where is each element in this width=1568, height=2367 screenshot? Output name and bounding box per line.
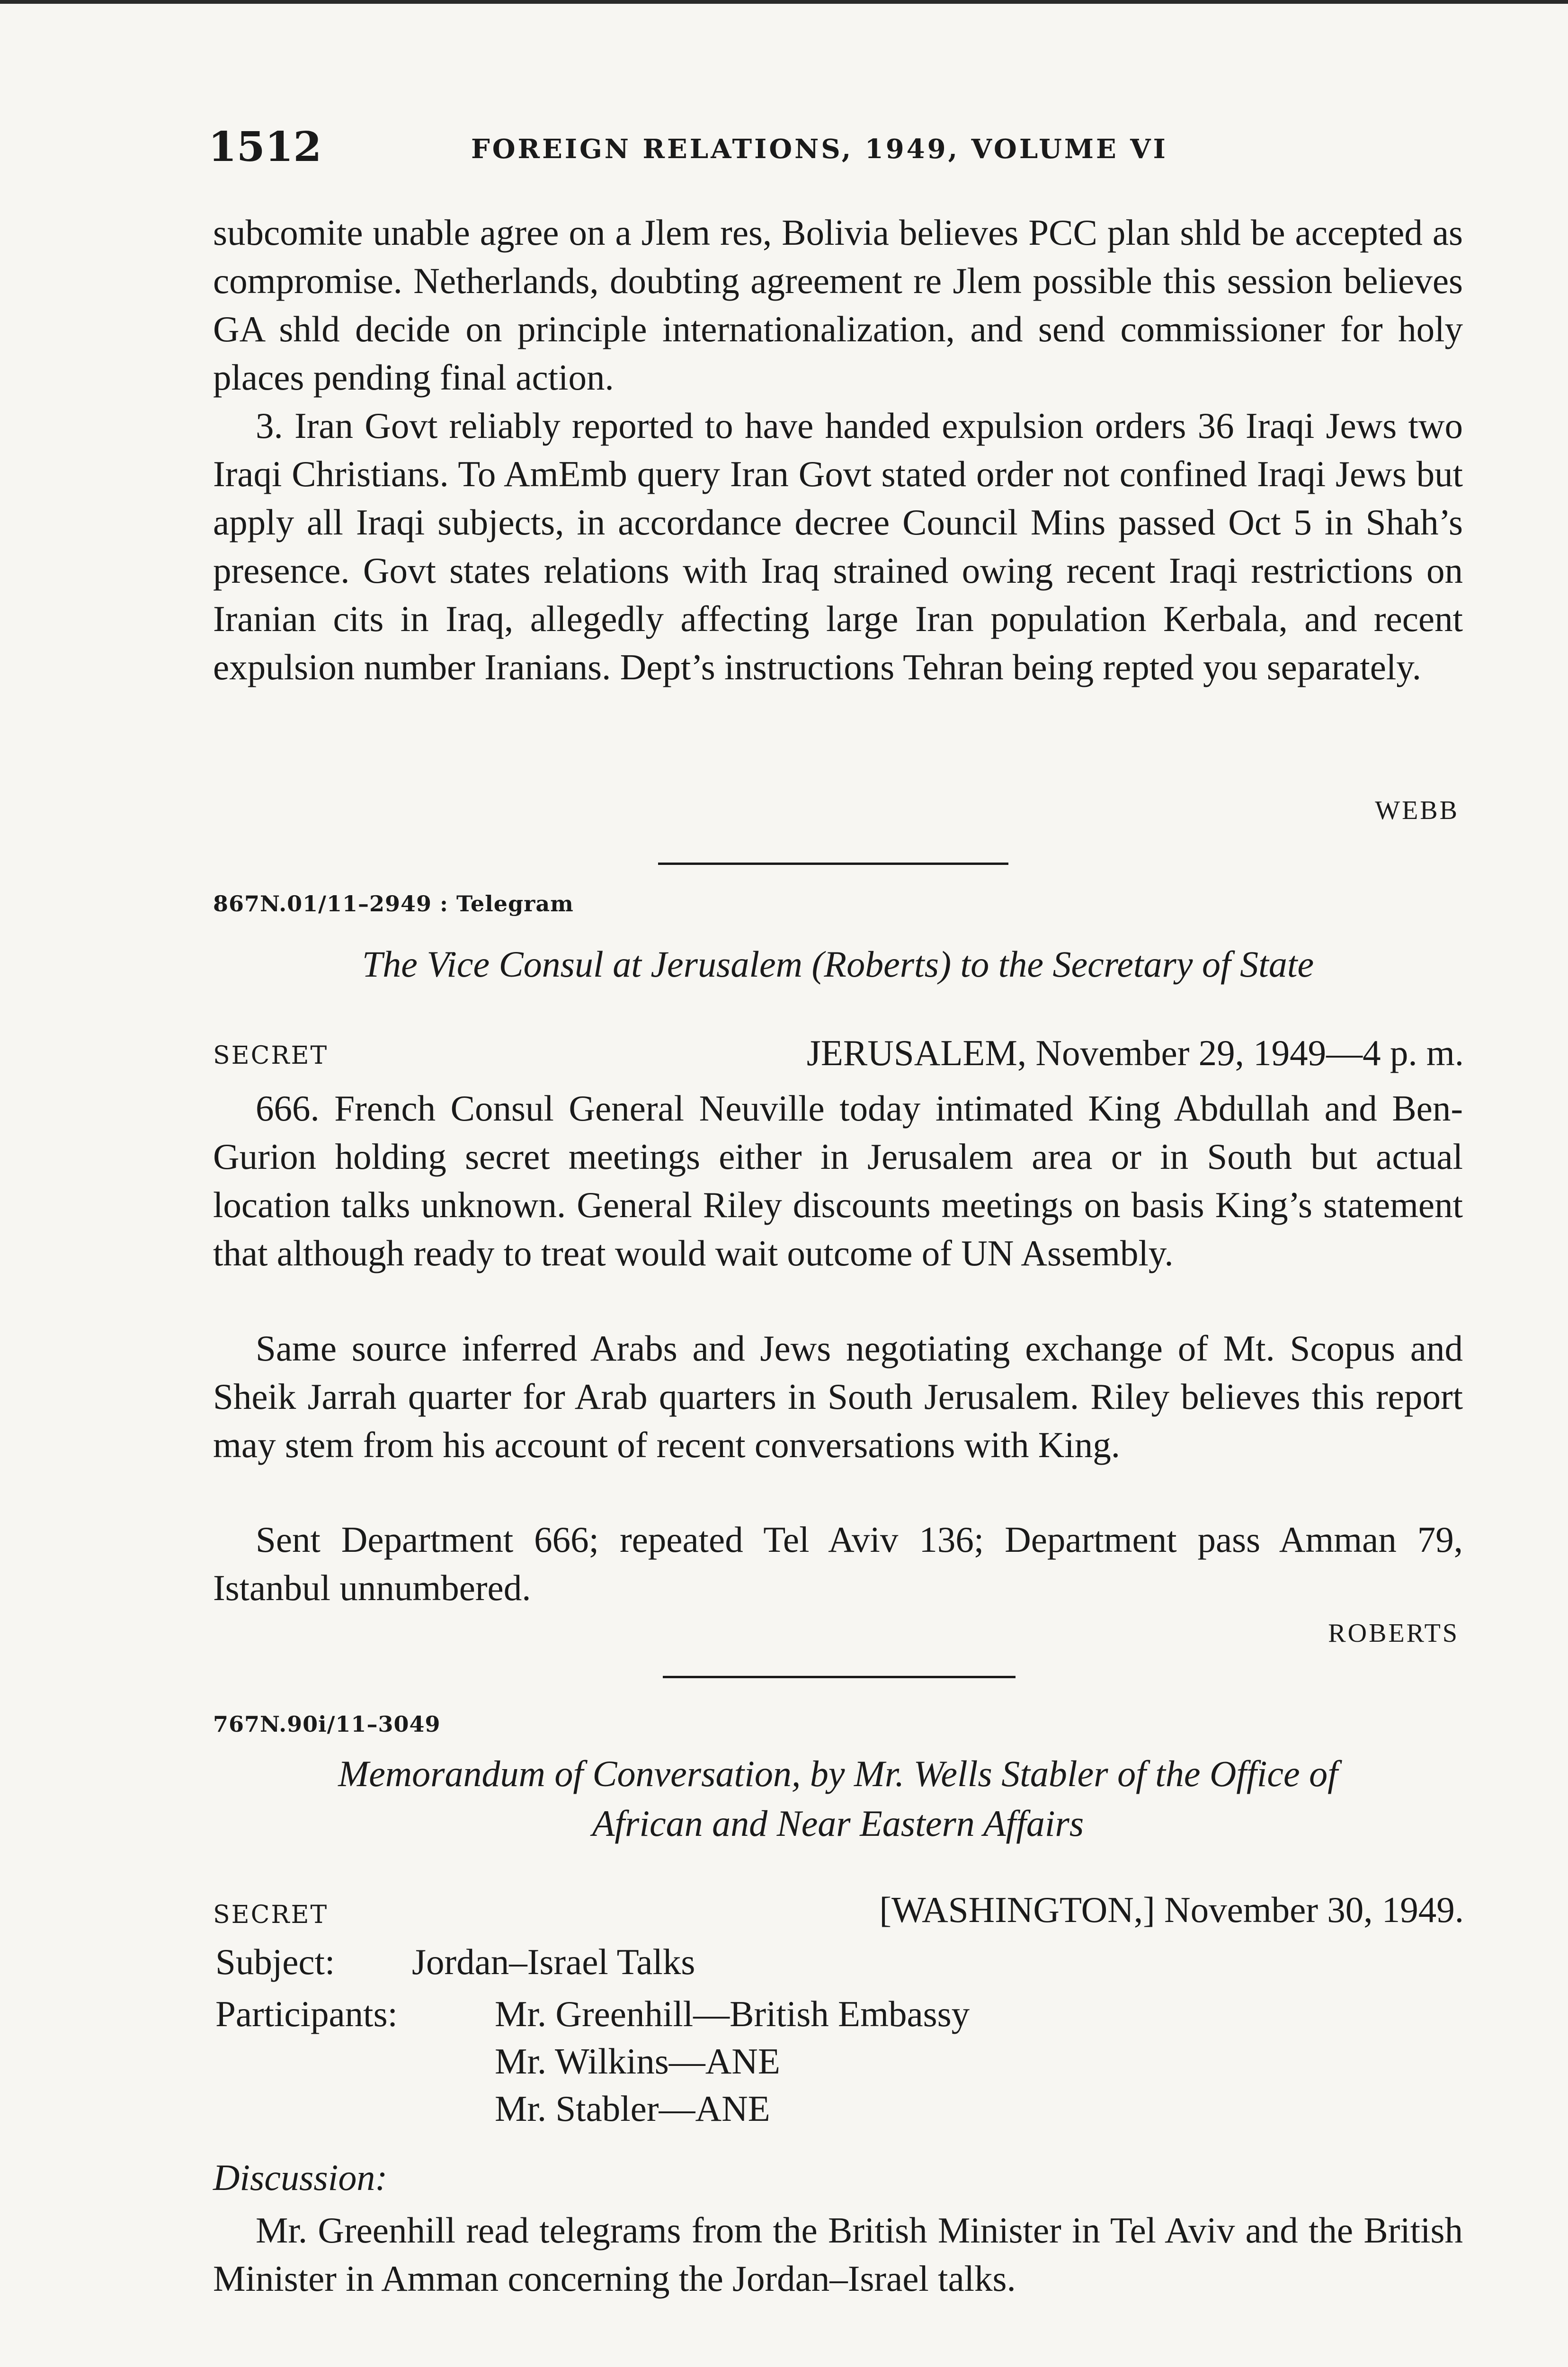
top-edge-rule: [0, 0, 1568, 4]
participant-2: Mr. Wilkins—ANE: [495, 2041, 780, 2082]
dateline-washington: [WASHINGTON,] November 30, 1949.: [879, 1889, 1464, 1930]
memo-classification-secret: SECRET: [213, 1901, 329, 1929]
separator-rule: [658, 863, 1008, 865]
memo-title-line-1: Memorandum of Conversation, by Mr. Wells Stabler of the Office of: [338, 1753, 1338, 1794]
continued-paragraph: subcomite unable agree on a Jlem res, Bolivia believes PCC plan shld be accepted as compromise. Netherlands, doubting agreement re Jlem possible this session believes GA shld decide on principle internationalization, and send commissioner for holy places pending final action.: [213, 212, 1463, 398]
running-head: FOREIGN RELATIONS, 1949, VOLUME VI: [471, 133, 1168, 165]
discussion-heading: Discussion:: [213, 2157, 388, 2198]
dateline-jerusalem: JERUSALEM, November 29, 1949—4 p. m.: [806, 1032, 1464, 1073]
file-id-867n: 867N.01/11–2949 : Telegram: [213, 891, 574, 917]
signature-webb: WEBB: [1375, 796, 1459, 825]
signature-roberts: ROBERTS: [1328, 1619, 1459, 1648]
telegram-paragraph-2: Same source inferred Arabs and Jews negotiating exchange of Mt. Scopus and Sheik Jarrah quarter for Arab quarters in South Jerusalem. Riley believes this report may stem from his account of recent conversations with King.: [213, 1328, 1463, 1465]
participant-3: Mr. Stabler—ANE: [495, 2088, 770, 2129]
participant-1: Mr. Greenhill—British Embassy: [495, 1993, 970, 2034]
subject-value: Jordan–Israel Talks: [412, 1941, 695, 1982]
subject-label: Subject:: [215, 1941, 335, 1982]
telegram-paragraph-3: Sent Department 666; repeated Tel Aviv 136; Department pass Amman 79, Istanbul unnumbered.: [213, 1519, 1463, 1608]
classification-secret: SECRET: [213, 1041, 329, 1070]
telegram-paragraph-1: 666. French Consul General Neuville today intimated King Abdullah and Ben-Gurion holding secret meetings either in Jerusalem area or in South but actual location talks unknown. General Riley discounts meetings on basis King’s statement that although ready to treat would wait outcome of UN Assembly.: [213, 1088, 1463, 1273]
file-id-767n: 767N.90i/11–3049: [213, 1711, 441, 1737]
page-number: 1512: [208, 123, 322, 171]
separator-rule-2: [663, 1676, 1016, 1678]
paragraph-3: 3. Iran Govt reliably reported to have handed expulsion orders 36 Iraqi Jews two Iraqi Christians. To AmEmb query Iran Govt stated order not confined Iraqi Jews but apply all Iraqi subjects, in accordance decree Council Mins passed Oct 5 in Shah’s presence. Govt states relations with Iraq strained owing recent Iraqi restrictions on Iranian cits in Iraq, allegedly affecting large Iran population Kerbala, and recent expulsion number Iranians. Dept’s instructions Tehran being repted you separately.: [213, 405, 1463, 687]
participants-label: Participants:: [215, 1993, 398, 2034]
discussion-paragraph: Mr. Greenhill read telegrams from the British Minister in Tel Aviv and the British Minister in Amman concerning the Jordan–Israel talks.: [213, 2210, 1463, 2299]
page-header: [208, 123, 1458, 180]
document-title-telegram: The Vice Consul at Jerusalem (Roberts) to the Secretary of State: [362, 943, 1314, 985]
memo-title-line-2: African and Near Eastern Affairs: [592, 1803, 1084, 1844]
